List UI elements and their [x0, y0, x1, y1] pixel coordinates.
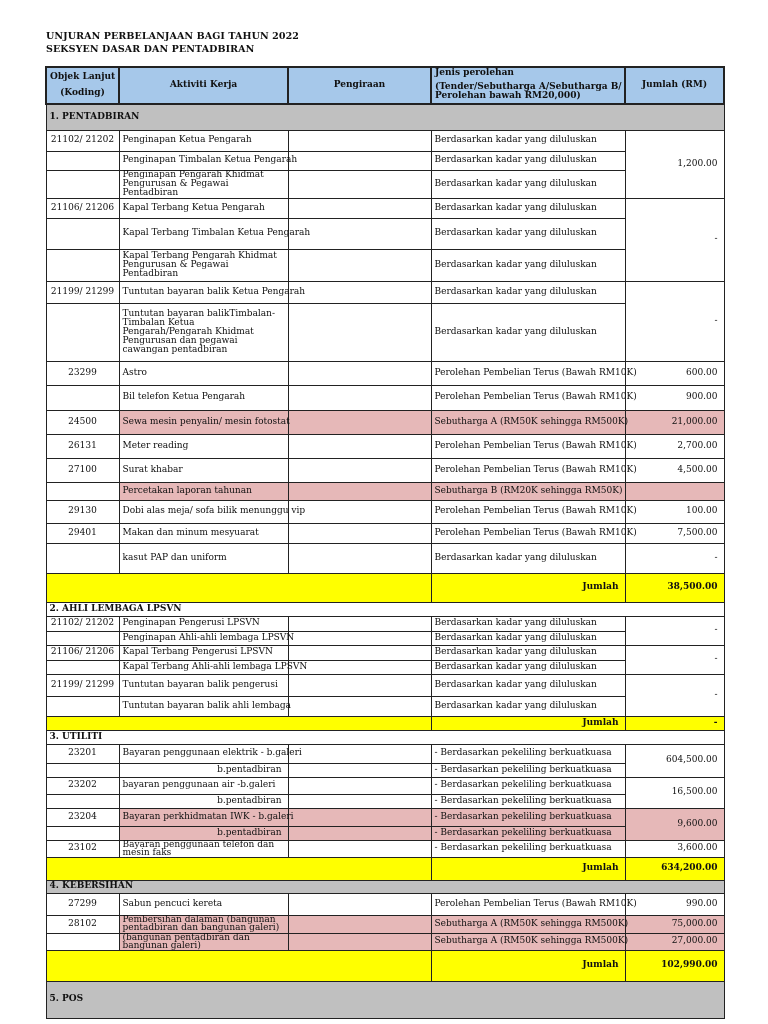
table-cell — [46, 151, 119, 170]
table-row — [46, 696, 724, 716]
section-header — [46, 730, 724, 744]
table-cell: 28102 — [46, 915, 119, 933]
table-cell: Penginapan Ahli-ahli lembaga LPSVN — [119, 631, 288, 645]
table-cell: - Berdasarkan pekeliling berkuatkuasa — [431, 808, 625, 826]
table-cell: Kapal Terbang Ketua Pengarah — [119, 198, 288, 218]
table-cell — [288, 410, 431, 434]
table-cell: 26131 — [46, 434, 119, 458]
table-cell — [46, 249, 119, 281]
table-row — [46, 458, 724, 482]
table-row — [46, 361, 724, 385]
table-cell: 1. PENTADBIRAN — [46, 104, 724, 130]
table-cell: Tuntutan bayaran balik ahli lembaga — [119, 696, 288, 716]
table-cell: Penginapan Timbalan Ketua Pengarah — [119, 151, 288, 170]
table-cell: 900.00 — [625, 385, 724, 410]
amount-cell: - — [625, 645, 724, 674]
table-cell — [288, 249, 431, 281]
document-subtitle: SEKSYEN DASAR DAN PENTADBIRAN — [46, 44, 255, 55]
table-cell: Sebutharga A (RM50K sehingga RM500K) — [431, 915, 625, 933]
table-cell: Perolehan Pembelian Terus (Bawah RM10K) — [431, 361, 625, 385]
table-row-highlighted — [46, 933, 724, 950]
table-cell: 21106/ 21206 — [46, 645, 119, 660]
amount-cell: - — [625, 674, 724, 716]
table-cell — [46, 482, 119, 500]
table-cell: 600.00 — [625, 361, 724, 385]
table-cell — [288, 808, 431, 826]
table-cell: Sebutharga A (RM50K sehingga RM500K) — [431, 410, 625, 434]
table-cell: - — [625, 716, 724, 730]
table-cell: Berdasarkan kadar yang diluluskan — [431, 660, 625, 674]
table-row — [46, 303, 724, 361]
table-cell — [288, 281, 431, 303]
table-row — [46, 130, 724, 151]
table-cell: 29401 — [46, 523, 119, 543]
table-cell — [288, 915, 431, 933]
table-cell: 990.00 — [625, 893, 724, 915]
table-cell: 634,200.00 — [625, 857, 724, 880]
table-cell: Berdasarkan kadar yang diluluskan — [431, 170, 625, 198]
table-cell: 3,600.00 — [625, 840, 724, 857]
amount-cell: 16,500.00 — [625, 777, 724, 808]
table-cell: - — [625, 543, 724, 573]
table-cell — [46, 385, 119, 410]
table-cell: 21102/ 21202 — [46, 616, 119, 631]
amount-cell: 9,600.00 — [625, 808, 724, 840]
table-row-highlighted — [46, 482, 724, 500]
table-cell: Jumlah — [431, 573, 625, 602]
table-cell: 27,000.00 — [625, 933, 724, 950]
table-cell — [288, 458, 431, 482]
table-row — [46, 763, 724, 777]
table-cell: 24500 — [46, 410, 119, 434]
table-cell: 102,990.00 — [625, 950, 724, 981]
table-cell: 75,000.00 — [625, 915, 724, 933]
table-cell: Perolehan Pembelian Terus (Bawah RM10K) — [431, 458, 625, 482]
header-pengiraan: Pengiraan — [288, 67, 431, 104]
table-cell — [288, 763, 431, 777]
table-cell: Penginapan Pengarah Khidmat Pengurusan & Pegawai Pentadbiran — [119, 170, 288, 198]
table-row — [46, 616, 724, 631]
table-cell — [46, 170, 119, 198]
table-row — [46, 660, 724, 674]
table-cell — [288, 385, 431, 410]
table-cell: 5. POS — [46, 981, 724, 1018]
section-header — [46, 981, 724, 1018]
table-cell: Sebutharga A (RM50K sehingga RM500K) — [431, 933, 625, 950]
table-row — [46, 631, 724, 645]
table-cell: Penginapan Pengerusi LPSVN — [119, 616, 288, 631]
amount-cell: 1,200.00 — [625, 130, 724, 198]
table-cell — [46, 543, 119, 573]
table-cell: Bayaran penggunaan telefon dan mesin faks — [119, 840, 288, 857]
table-cell — [288, 303, 431, 361]
table-cell: Astro — [119, 361, 288, 385]
table-cell — [288, 434, 431, 458]
budget-table — [45, 66, 725, 1019]
table-row-highlighted — [46, 808, 724, 826]
section-header — [46, 104, 724, 130]
table-cell: Jumlah — [431, 950, 625, 981]
table-cell: - Berdasarkan pekeliling berkuatkuasa — [431, 826, 625, 840]
table-cell: Berdasarkan kadar yang diluluskan — [431, 645, 625, 660]
table-cell: Perolehan Pembelian Terus (Bawah RM10K) — [431, 893, 625, 915]
document-title: UNJURAN PERBELANJAAN BAGI TAHUN 2022 — [46, 31, 299, 42]
table-cell — [46, 631, 119, 645]
table-cell: Makan dan minum mesyuarat — [119, 523, 288, 543]
table-cell — [288, 840, 431, 857]
table-row — [46, 893, 724, 915]
table-cell: 3. UTILITI — [46, 730, 724, 744]
table-cell — [288, 674, 431, 696]
table-row-highlighted — [46, 915, 724, 933]
table-cell: 23201 — [46, 744, 119, 763]
table-cell: - Berdasarkan pekeliling berkuatkuasa — [431, 777, 625, 794]
table-cell: 23202 — [46, 777, 119, 794]
table-cell: Kapal Terbang Ahli-ahli lembaga LPSVN — [119, 660, 288, 674]
table-row-highlighted — [46, 826, 724, 840]
table-cell — [46, 857, 431, 880]
table-row — [46, 281, 724, 303]
amount-cell: 604,500.00 — [625, 744, 724, 777]
header-jumlah: Jumlah (RM) — [625, 67, 724, 104]
table-cell: Jumlah — [431, 716, 625, 730]
table-cell — [288, 500, 431, 523]
table-cell — [46, 716, 431, 730]
table-cell: 21199/ 21299 — [46, 674, 119, 696]
table-row — [46, 645, 724, 660]
table-cell: Penginapan Ketua Pengarah — [119, 130, 288, 151]
table-cell — [46, 933, 119, 950]
table-row — [46, 840, 724, 857]
table-cell — [46, 573, 431, 602]
table-row — [46, 744, 724, 763]
table-cell: 100.00 — [625, 500, 724, 523]
table-cell: Pembersihan dalaman (bangunan pentadbiran dan bangunan galeri) — [119, 915, 288, 933]
table-cell: 4,500.00 — [625, 458, 724, 482]
table-cell: Perolehan Pembelian Terus (Bawah RM10K) — [431, 523, 625, 543]
amount-cell: - — [625, 198, 724, 281]
table-cell: Bil telefon Ketua Pengarah — [119, 385, 288, 410]
table-cell: bayaran penggunaan air -b.galeri — [119, 777, 288, 794]
table-cell: Tuntutan bayaran balikTimbalan-Timbalan Ketua Pengarah/Pengarah Khidmat Pengurusan dan pegawai cawangan pentadbiran — [119, 303, 288, 361]
table-cell: kasut PAP dan uniform — [119, 543, 288, 573]
table-row — [46, 249, 724, 281]
table-row — [46, 500, 724, 523]
section-header — [46, 880, 724, 893]
table-row — [46, 777, 724, 794]
table-row — [46, 218, 724, 249]
table-cell: Percetakan laporan tahunan — [119, 482, 288, 500]
table-cell: 27100 — [46, 458, 119, 482]
table-cell: Sebutharga B (RM20K sehingga RM50K) — [431, 482, 625, 500]
table-cell: Berdasarkan kadar yang diluluskan — [431, 674, 625, 696]
table-cell — [288, 130, 431, 151]
table-cell: Tuntutan bayaran balik pengerusi — [119, 674, 288, 696]
table-cell: Kapal Terbang Pengarah Khidmat Pengurusan & Pegawai Pentadbiran — [119, 249, 288, 281]
table-row — [46, 151, 724, 170]
table-cell: 21,000.00 — [625, 410, 724, 434]
table-cell — [288, 660, 431, 674]
table-cell — [288, 826, 431, 840]
table-cell: Berdasarkan kadar yang diluluskan — [431, 303, 625, 361]
table-cell — [288, 794, 431, 808]
table-cell — [46, 794, 119, 808]
table-cell: Berdasarkan kadar yang diluluskan — [431, 631, 625, 645]
table-cell: Kapal Terbang Pengerusi LPSVN — [119, 645, 288, 660]
table-cell — [288, 543, 431, 573]
table-cell: 21199/ 21299 — [46, 281, 119, 303]
table-cell: Berdasarkan kadar yang diluluskan — [431, 198, 625, 218]
table-cell — [288, 893, 431, 915]
table-cell: Perolehan Pembelian Terus (Bawah RM10K) — [431, 385, 625, 410]
table-cell: Sabun pencuci kereta — [119, 893, 288, 915]
table-cell: Perolehan Pembelian Terus (Bawah RM10K) — [431, 434, 625, 458]
table-cell: Bayaran penggunaan elektrik - b.galeri — [119, 744, 288, 763]
table-cell: Berdasarkan kadar yang diluluskan — [431, 130, 625, 151]
table-row — [46, 543, 724, 573]
section-header — [46, 602, 724, 616]
table-row — [46, 198, 724, 218]
table-header — [46, 67, 724, 104]
table-cell — [46, 950, 431, 981]
table-cell: Berdasarkan kadar yang diluluskan — [431, 696, 625, 716]
table-cell: Bayaran perkhidmatan IWK - b.galeri — [119, 808, 288, 826]
table-cell: 29130 — [46, 500, 119, 523]
table-cell: Berdasarkan kadar yang diluluskan — [431, 249, 625, 281]
amount-cell: - — [625, 616, 724, 645]
table-row — [46, 385, 724, 410]
table-row — [46, 674, 724, 696]
table-row — [46, 434, 724, 458]
table-cell: Berdasarkan kadar yang diluluskan — [431, 616, 625, 631]
table-cell — [288, 151, 431, 170]
table-cell: 27299 — [46, 893, 119, 915]
table-cell — [288, 645, 431, 660]
total-row — [46, 716, 724, 730]
table-cell — [46, 696, 119, 716]
table-cell: Berdasarkan kadar yang diluluskan — [431, 281, 625, 303]
table-cell: 21102/ 21202 — [46, 130, 119, 151]
table-cell: 21106/ 21206 — [46, 198, 119, 218]
table-cell: b.pentadbiran — [119, 826, 288, 840]
table-cell: Tuntutan bayaran balik Ketua Pengarah — [119, 281, 288, 303]
total-row — [46, 857, 724, 880]
table-cell: - Berdasarkan pekeliling berkuatkuasa — [431, 794, 625, 808]
table-cell: 2. AHLI LEMBAGA LPSVN — [46, 602, 724, 616]
table-cell — [288, 482, 431, 500]
table-cell: - Berdasarkan pekeliling berkuatkuasa — [431, 840, 625, 857]
total-row — [46, 573, 724, 602]
table-row — [46, 170, 724, 198]
table-cell: Berdasarkan kadar yang diluluskan — [431, 543, 625, 573]
table-cell: b.pentadbiran — [119, 794, 288, 808]
table-cell — [46, 763, 119, 777]
table-cell — [46, 826, 119, 840]
table-cell — [288, 631, 431, 645]
table-row-highlighted — [46, 410, 724, 434]
table-cell — [288, 744, 431, 763]
table-cell: Dobi alas meja/ sofa bilik menunggu vip — [119, 500, 288, 523]
table-cell: 38,500.00 — [625, 573, 724, 602]
amount-cell: - — [625, 281, 724, 361]
header-jenis: Jenis perolehan (Tender/Sebutharga A/Sebutharga B/ Perolehan bawah RM20,000) — [431, 67, 625, 104]
table-cell: 7,500.00 — [625, 523, 724, 543]
table-cell — [288, 361, 431, 385]
table-cell: Surat khabar — [119, 458, 288, 482]
table-cell — [288, 933, 431, 950]
table-cell: Meter reading — [119, 434, 288, 458]
table-cell — [46, 660, 119, 674]
total-row — [46, 950, 724, 981]
table-cell — [625, 482, 724, 500]
header-aktiviti: Aktiviti Kerja — [119, 67, 288, 104]
table-cell — [288, 523, 431, 543]
table-cell: 23299 — [46, 361, 119, 385]
table-row — [46, 523, 724, 543]
table-cell: 4. KEBERSIHAN — [46, 880, 724, 893]
table-cell — [288, 170, 431, 198]
table-cell: Berdasarkan kadar yang diluluskan — [431, 218, 625, 249]
table-cell: Jumlah — [431, 857, 625, 880]
table-cell: 2,700.00 — [625, 434, 724, 458]
table-cell — [288, 777, 431, 794]
table-cell: Perolehan Pembelian Terus (Bawah RM10K) — [431, 500, 625, 523]
table-cell — [288, 198, 431, 218]
table-cell — [288, 696, 431, 716]
table-row — [46, 794, 724, 808]
table-cell: (bangunan pentadbiran dan bangunan galeri) — [119, 933, 288, 950]
table-cell — [46, 218, 119, 249]
table-cell — [288, 616, 431, 631]
table-cell: 23204 — [46, 808, 119, 826]
header-objek: Objek Lanjut (Koding) — [46, 67, 119, 104]
table-cell: - Berdasarkan pekeliling berkuatkuasa — [431, 763, 625, 777]
table-cell: - Berdasarkan pekeliling berkuatkuasa — [431, 744, 625, 763]
table-cell: 23102 — [46, 840, 119, 857]
table-cell: Kapal Terbang Timbalan Ketua Pengarah — [119, 218, 288, 249]
table-cell: Sewa mesin penyalin/ mesin fotostat — [119, 410, 288, 434]
table-cell — [46, 303, 119, 361]
table-cell: Berdasarkan kadar yang diluluskan — [431, 151, 625, 170]
table-cell: b.pentadbiran — [119, 763, 288, 777]
